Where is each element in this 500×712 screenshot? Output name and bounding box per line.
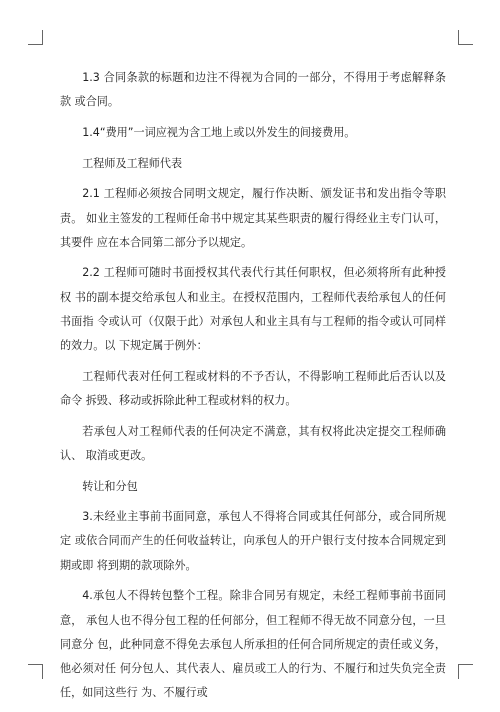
clause-1-3: 1.3 合同条款的标题和边注不得视为合同的一部分，不得用于考虑解释条款 或合同。	[60, 71, 446, 109]
clause-2-2-exception-1: 工程师代表对任何工程或材料的不予否认，不得影响工程师此后否认以及命令 拆毁、移动或拆除此种工程或材料的权力。	[60, 369, 446, 407]
clause-1-4: 1.4“费用”一词应视为含工地上或以外发生的间接费用。	[82, 125, 356, 139]
clause-3: 3.未经业主事前书面同意，承包人不得将合同或其任何部分，或合同所规定 或依合同而产生的任何收益转让，向承包人的开户银行支付按本合同规定到期或即 将到期的款项除外。	[60, 510, 446, 572]
crop-mark-top-right	[458, 30, 473, 45]
section-heading-engineer: 工程师及工程师代表	[82, 156, 183, 170]
crop-mark-bottom-right	[458, 664, 473, 679]
document-body	[60, 66, 446, 712]
clause-2-2: 2.2 工程师可随时书面授权其代表代行其任何职权，但必须将所有此种授权 书的副本提交给承包人和业主。在授权范围内，工程师代表给承包人的任何书面指 令或认可（仅限于此）对承包人和业主具有与工程师的指令或认可同样的效力。以 下规定属于例外：	[60, 266, 446, 353]
crop-mark-bottom-left	[28, 664, 43, 679]
section-heading-assignment: 转让和分包	[82, 479, 138, 493]
crop-mark-top-left	[28, 30, 43, 45]
clause-2-2-exception-2: 若承包人对工程师代表的任何决定不满意，其有权将此决定提交工程师确认、 取消或更改。	[60, 424, 446, 462]
clause-2-1: 2.1 工程师必须按合同明文规定，履行作决断、颁发证书和发出指令等职责。 如业主签发的工程师任命书中规定其某些职责的履行得经业主专门认可，其要件 应在本合同第二部分予以规定。	[60, 187, 446, 249]
clause-4: 4.承包人不得转包整个工程。除非合同另有规定，未经工程师事前书面同意， 承包人也不得分包工程的任何部分，但工程师不得无故不同意分包，一旦同意分 包，此种同意不得免去承包人所承担的任何合同所规定的责任或义务，他必须对任 何分包人、其代表人、雇员或工人的行为、不履行和过失负完全责任，如同这些行 为、不履行或	[60, 589, 446, 700]
